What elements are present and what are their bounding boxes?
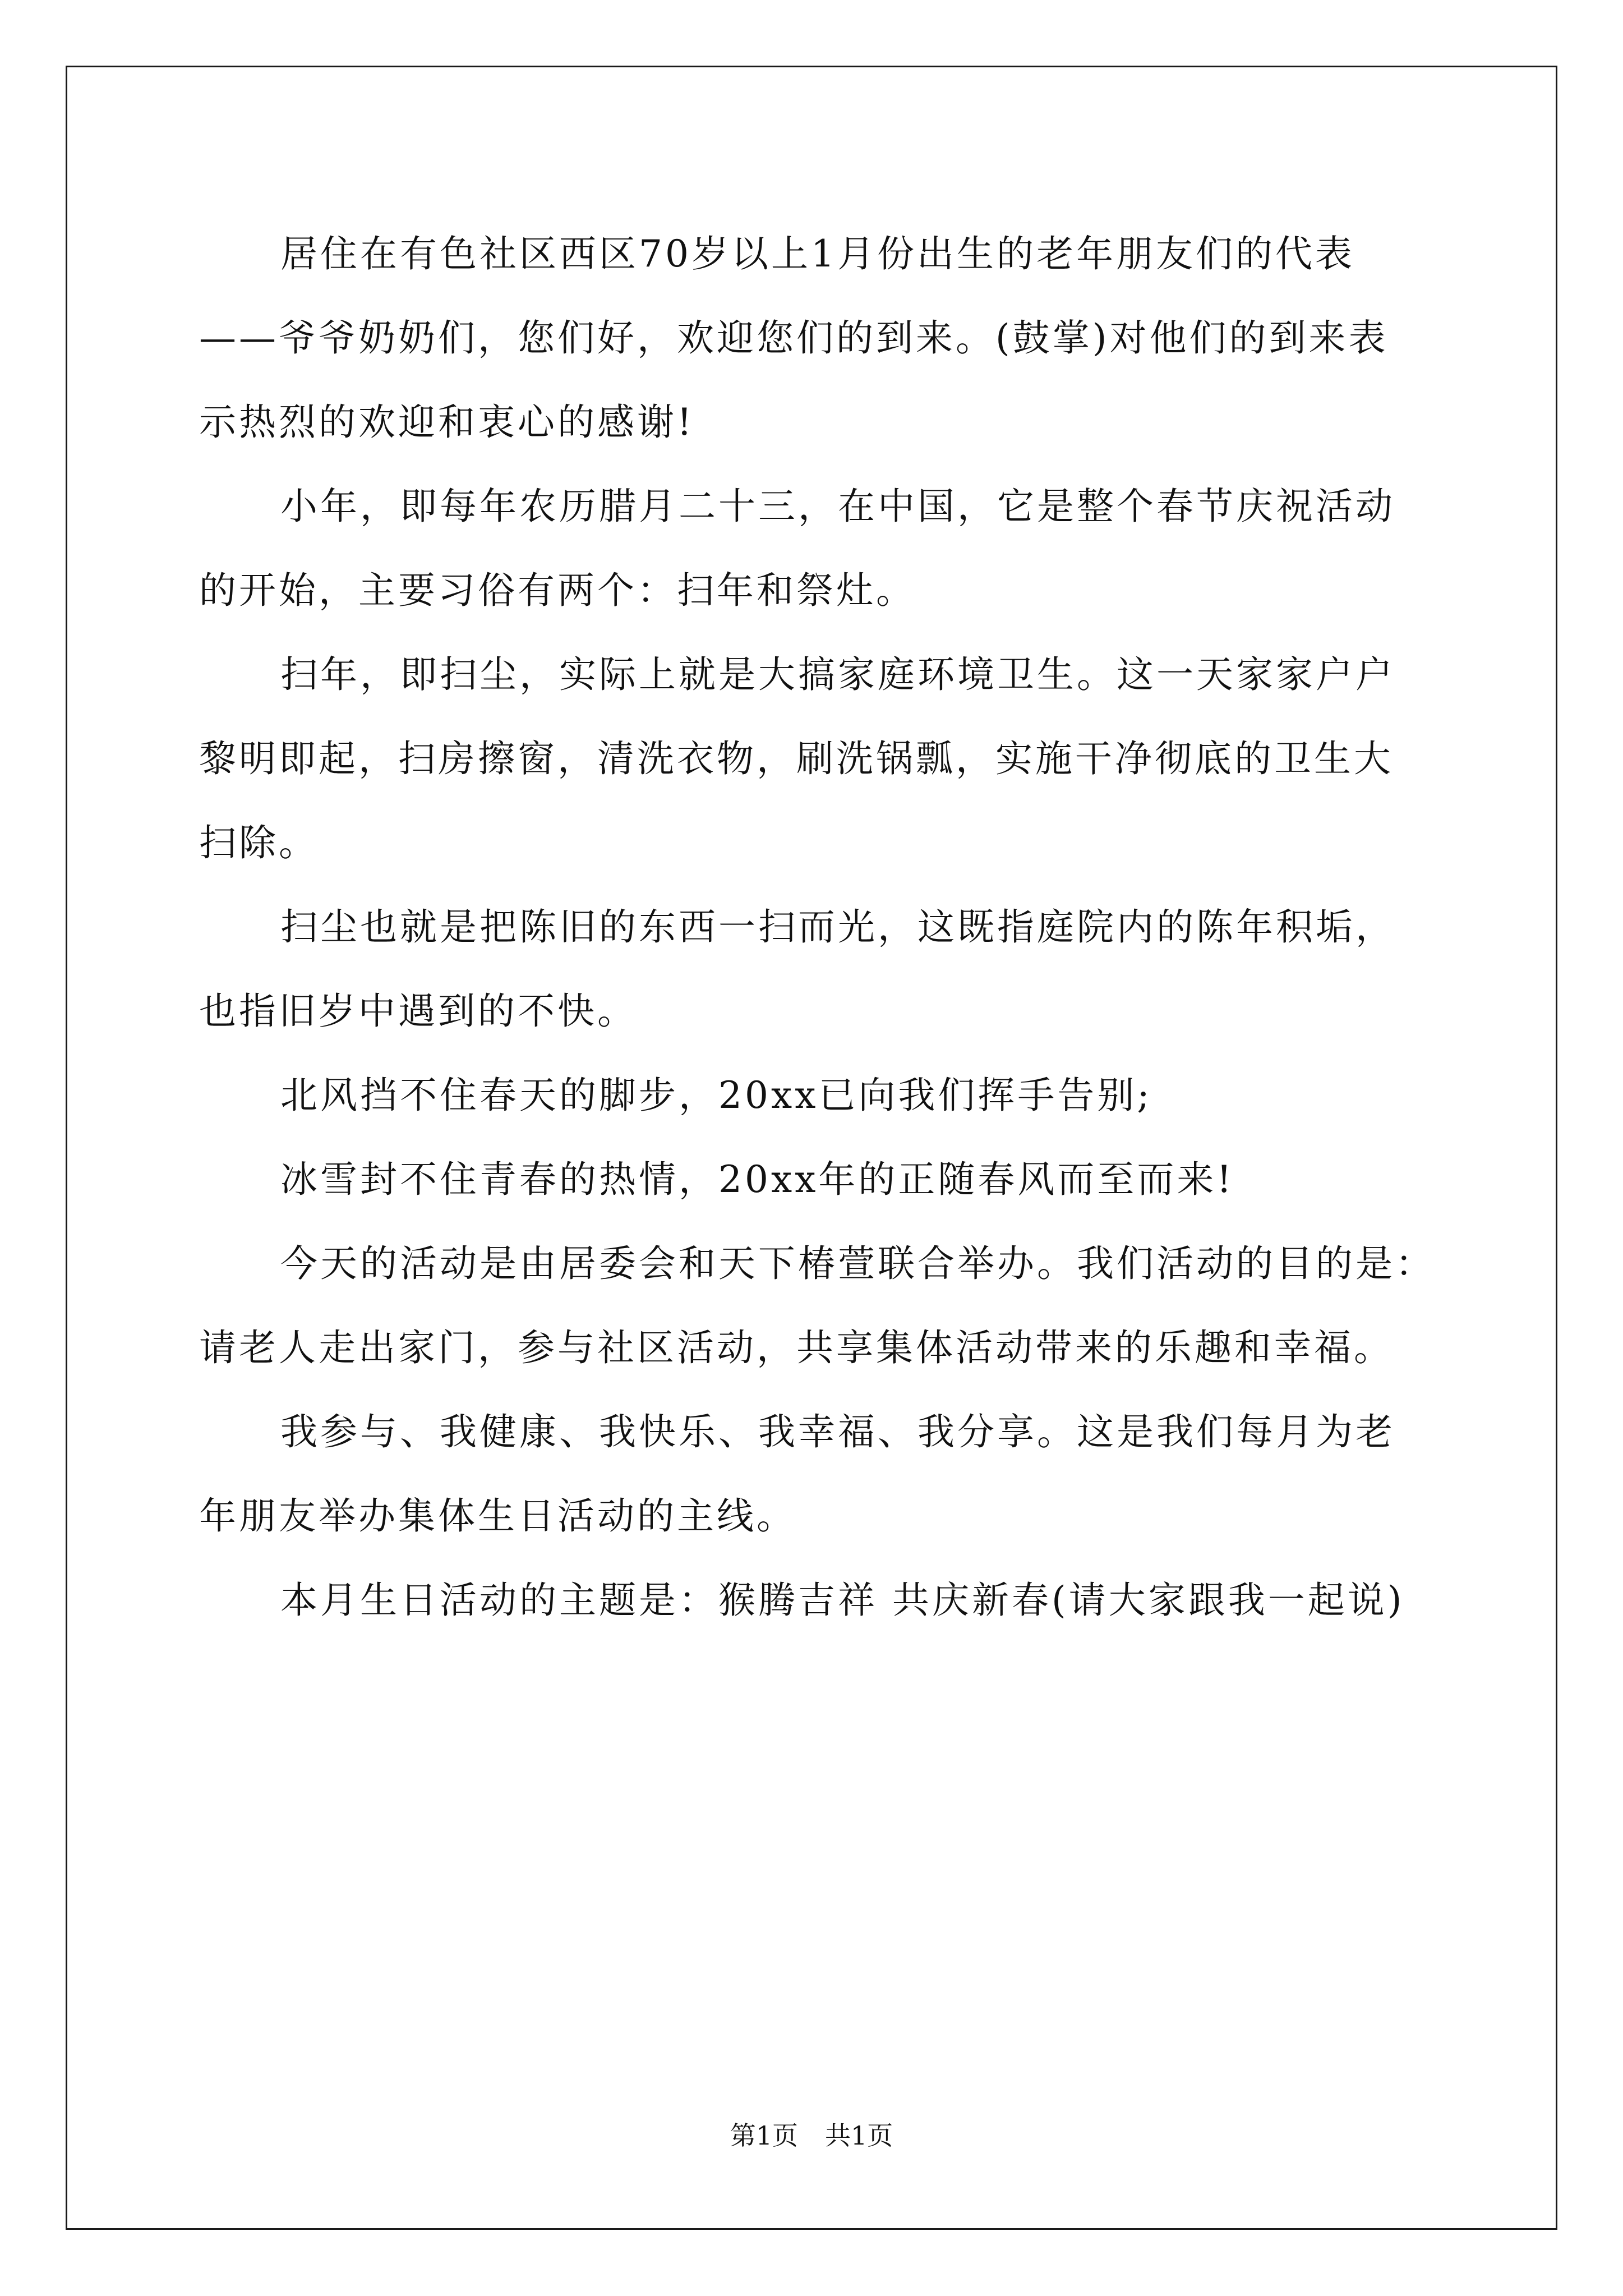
page-footer (0, 2119, 1623, 2152)
text-line: 示热烈的欢迎和衷心的感谢! (199, 401, 695, 444)
text-line: 本月生日活动的主题是：猴腾吉祥 共庆新春(请大家跟我一起说) (280, 1579, 1405, 1622)
text-line: 北风挡不住春天的脚步，20xx已向我们挥手告别; (280, 1074, 1152, 1117)
text-line: 小年，即每年农历腊月二十三，在中国，它是整个春节庆祝活动 (280, 485, 1395, 528)
text-line: 请老人走出家门，参与社区活动，共享集体活动带来的乐趣和幸福。 (199, 1326, 1394, 1369)
text-line: 冰雪封不住青春的热情，20xx年的正随春风而至而来! (280, 1158, 1234, 1201)
text-line: 我参与、我健康、我快乐、我幸福、我分享。这是我们每月为老 (280, 1410, 1395, 1453)
text-line: 黎明即起，扫房擦窗，清洗衣物，刷洗锅瓢，实施干净彻底的卫生大 (199, 737, 1394, 780)
text-line: 的开始，主要习俗有两个：扫年和祭灶。 (199, 569, 916, 612)
text-line: ——爷爷奶奶们，您们好，欢迎您们的到来。(鼓掌)对他们的到来表 (199, 316, 1389, 360)
text-line: 扫年，即扫尘，实际上就是大搞家庭环境卫生。这一天家家户户 (280, 653, 1395, 696)
page-number: 第1页 (730, 2120, 798, 2151)
text-line: 也指旧岁中遇到的不快。 (199, 990, 637, 1033)
document-body (199, 212, 1433, 1642)
page-total: 共1页 (825, 2120, 893, 2151)
text-line: 扫除。 (199, 821, 319, 864)
text-line: 今天的活动是由居委会和天下椿萱联合举办。我们活动的目的是： (280, 1242, 1435, 1285)
text-line: 扫尘也就是把陈旧的东西一扫而光，这既指庭院内的陈年积垢， (280, 905, 1395, 949)
text-line: 居住在有色社区西区70岁以上1月份出生的老年朋友们的代表 (280, 232, 1355, 275)
text-line: 年朋友举办集体生日活动的主线。 (199, 1494, 796, 1538)
